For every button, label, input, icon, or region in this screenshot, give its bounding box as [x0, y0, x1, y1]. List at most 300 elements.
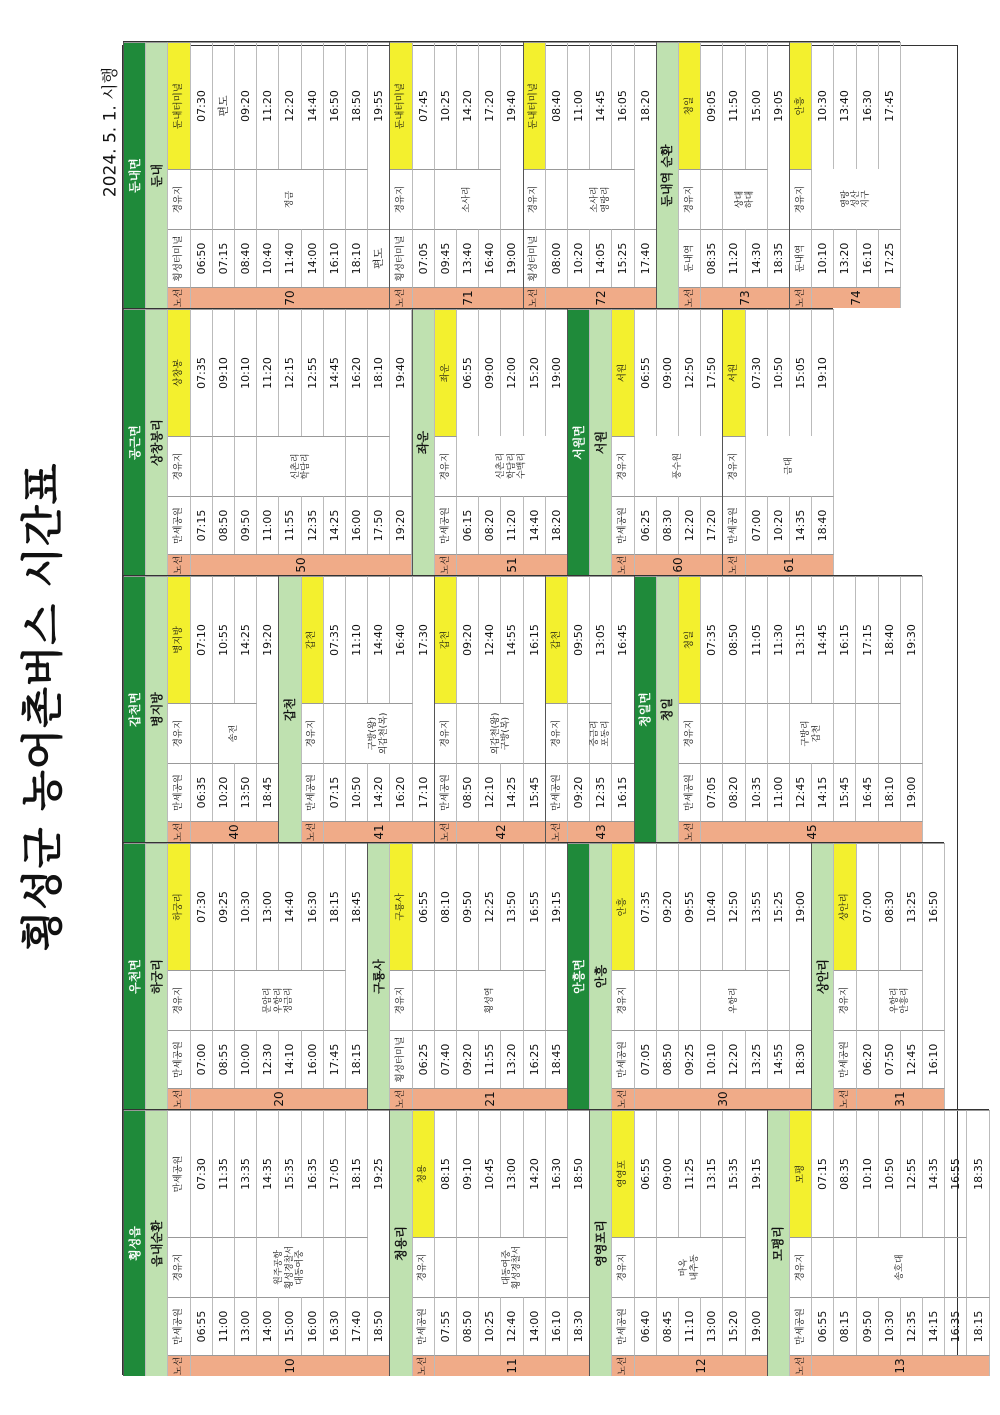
- column-header: 경유지: [612, 1237, 634, 1297]
- route-number: 10: [191, 1355, 391, 1376]
- departure-time: 14:15: [812, 763, 834, 821]
- via-stop: 외갑천(왕): [490, 712, 501, 755]
- route-grid: [811, 843, 944, 1109]
- return-time: 17:45: [879, 42, 901, 169]
- return-time: 09:20: [457, 576, 479, 703]
- departure-time: 10:20: [768, 496, 790, 554]
- return-time: 16:15: [834, 576, 856, 703]
- via-empty: [546, 169, 568, 229]
- via-empty: [368, 436, 390, 496]
- via-empty: [768, 169, 790, 229]
- via-stop: 하대: [745, 190, 756, 209]
- via-empty: [191, 970, 213, 1030]
- via-empty: [856, 703, 878, 763]
- via-empty: [213, 1237, 235, 1297]
- departure-time: 10:20: [213, 763, 235, 821]
- return-time: 12:50: [723, 843, 745, 970]
- return-time: 10:45: [479, 1110, 501, 1237]
- departure-time: 07:40: [435, 1030, 457, 1088]
- via-empty: [457, 703, 479, 763]
- route-block-50: [123, 308, 412, 575]
- column-header: 만세공원: [435, 496, 457, 554]
- return-time: 07:30: [191, 1110, 213, 1237]
- return-time: 18:20: [635, 42, 657, 169]
- route-col-label: 노선: [168, 1088, 190, 1109]
- column-header: 영영포: [612, 1110, 634, 1237]
- column-header: 경유지: [524, 169, 546, 229]
- departure-time: 14:40: [524, 496, 546, 554]
- route-number: 42: [457, 821, 546, 842]
- route-grid: [789, 42, 900, 308]
- via-empty: [967, 1237, 989, 1297]
- via-empty: [501, 169, 523, 229]
- via-stops: [457, 436, 568, 496]
- column-header: 갑천: [435, 576, 457, 703]
- return-time: 09:20: [657, 843, 679, 970]
- via-empty: [390, 436, 412, 496]
- departure-time: 16:10: [324, 229, 346, 287]
- departure-time: 07:00: [746, 496, 768, 554]
- via-empty: [435, 1237, 457, 1297]
- column-header: 둔내터미널: [524, 42, 546, 169]
- via-stops: [657, 1237, 724, 1297]
- via-stop: 우항리: [890, 987, 901, 1014]
- via-stop: 송전: [229, 724, 240, 743]
- via-stops: [635, 436, 724, 496]
- column-header: 경유지: [612, 436, 634, 496]
- route-block-10: [123, 1109, 389, 1376]
- column-header: 만세공원: [168, 763, 190, 821]
- departure-time: 16:40: [479, 229, 501, 287]
- departure-time: 07:05: [413, 229, 435, 287]
- via-stop: 횡성경찰서: [284, 1245, 295, 1290]
- area-header: 둔내: [146, 42, 168, 308]
- via-stop: 포동리: [600, 720, 611, 747]
- departure-time: 07:15: [191, 496, 213, 554]
- column-header: 만세공원: [168, 1030, 190, 1088]
- route-grid: [656, 42, 789, 308]
- via-stop: 외갑천(복): [378, 712, 389, 755]
- via-empty: [768, 970, 790, 1030]
- via-empty: [834, 703, 856, 763]
- return-time: 12:40: [479, 576, 501, 703]
- via-stops: [568, 169, 635, 229]
- departure-time: 06:25: [635, 496, 657, 554]
- town-header: 횡성읍: [124, 1110, 146, 1376]
- via-empty: [213, 970, 235, 1030]
- via-stop: 대동여중: [501, 1250, 512, 1285]
- return-time: 13:00: [257, 843, 279, 970]
- area-header: 읍내순환: [146, 1110, 168, 1376]
- return-time: 19:30: [901, 576, 923, 703]
- departure-time: 07:05: [701, 763, 723, 821]
- return-time: 11:05: [746, 576, 768, 703]
- column-header: 상창봉: [168, 309, 190, 436]
- route-number: 61: [746, 554, 835, 575]
- return-time: 16:50: [324, 42, 346, 169]
- departure-time: 14:15: [923, 1297, 945, 1355]
- via-stops: [790, 703, 834, 763]
- return-time: 11:35: [213, 1110, 235, 1237]
- departure-time: 편도: [368, 229, 390, 287]
- column-header: 만세공원: [168, 1110, 190, 1237]
- departure-time: 17:50: [368, 496, 390, 554]
- departure-time: 08:20: [479, 496, 501, 554]
- return-time: 19:40: [501, 42, 523, 169]
- via-empty: [435, 970, 457, 1030]
- column-header: 상안리: [834, 843, 856, 970]
- column-header: 경유지: [546, 703, 568, 763]
- via-stop: 횡성경찰서: [511, 1245, 522, 1290]
- return-time: 07:35: [701, 576, 723, 703]
- via-stop: 구방리: [801, 720, 812, 747]
- return-time: 16:30: [302, 843, 324, 970]
- return-time: 14:25: [235, 576, 257, 703]
- column-header: 둔내터미널: [168, 42, 190, 169]
- return-time: 08:10: [435, 843, 457, 970]
- via-stop: 영랑리: [600, 186, 611, 213]
- route-grid: [123, 42, 389, 308]
- return-time: 14:35: [923, 1110, 945, 1237]
- departure-time: 11:40: [279, 229, 301, 287]
- return-time: 14:20: [457, 42, 479, 169]
- via-empty: [235, 169, 257, 229]
- return-time: 16:35: [302, 1110, 324, 1237]
- via-empty: [746, 1237, 768, 1297]
- return-time: 17:30: [413, 576, 435, 703]
- route-block-41: [278, 575, 433, 842]
- route-col-label: 노선: [390, 1088, 412, 1109]
- area-header: 병지방: [146, 576, 168, 842]
- column-header: 만세공원: [302, 763, 324, 821]
- column-header: 청일: [679, 576, 701, 703]
- via-empty: [546, 970, 568, 1030]
- town-header: 둔내면: [124, 42, 146, 308]
- departure-time: 14:30: [746, 229, 768, 287]
- return-time: 11:20: [257, 42, 279, 169]
- departure-time: 13:20: [834, 229, 856, 287]
- departure-time: 09:25: [679, 1030, 701, 1088]
- via-stops: [435, 169, 502, 229]
- route-col-label: 노선: [834, 1088, 856, 1109]
- departure-time: 16:00: [346, 496, 368, 554]
- return-time: 12:25: [479, 843, 501, 970]
- departure-time: 10:25: [479, 1297, 501, 1355]
- departure-time: 16:45: [856, 763, 878, 821]
- column-header: 만세공원: [546, 763, 568, 821]
- departure-time: 14:05: [590, 229, 612, 287]
- route-col-label: 노선: [790, 1355, 812, 1376]
- column-header: 만세공원: [834, 1030, 856, 1088]
- return-time: 10:25: [435, 42, 457, 169]
- departure-time: 08:20: [723, 763, 745, 821]
- departure-time: 12:35: [590, 763, 612, 821]
- via-stop: 소사리: [462, 186, 473, 213]
- route-col-label: 노선: [168, 287, 190, 308]
- town-header: 청일면: [635, 576, 657, 842]
- route-number: 40: [191, 821, 280, 842]
- area-header: 서원: [590, 309, 612, 575]
- return-time: 09:50: [457, 843, 479, 970]
- return-time: 09:55: [679, 843, 701, 970]
- via-stops: [479, 1237, 546, 1297]
- route-block-70: [123, 41, 389, 308]
- return-time: 10:30: [235, 843, 257, 970]
- area-header: 둔내역 순환: [657, 42, 679, 308]
- departure-time: 09:45: [435, 229, 457, 287]
- route-grid: [278, 576, 433, 842]
- return-time: 18:50: [346, 42, 368, 169]
- return-time: 07:45: [413, 42, 435, 169]
- via-stop: 학담리: [506, 452, 517, 480]
- departure-time: 16:00: [302, 1297, 324, 1355]
- departure-time: 10:35: [746, 763, 768, 821]
- via-empty: [879, 703, 901, 763]
- departure-time: 08:00: [546, 229, 568, 287]
- area-header: 모평리: [768, 1110, 790, 1376]
- route-grid: [123, 1110, 389, 1376]
- return-time: 09:20: [235, 42, 257, 169]
- via-empty: [568, 1237, 590, 1297]
- column-header: 만세공원: [435, 763, 457, 821]
- departure-time: 11:55: [479, 1030, 501, 1088]
- via-stop: 중금리: [590, 720, 601, 747]
- return-time: 19:40: [390, 309, 412, 436]
- return-time: 13:35: [235, 1110, 257, 1237]
- departure-time: 18:45: [546, 1030, 568, 1088]
- return-time: 12:50: [679, 309, 701, 436]
- via-empty: [235, 436, 257, 496]
- via-stops: [879, 970, 923, 1030]
- route-grid: [367, 843, 567, 1109]
- column-header: 경유지: [435, 436, 457, 496]
- column-header: 경유지: [168, 436, 190, 496]
- departure-time: 14:10: [279, 1030, 301, 1088]
- via-empty: [945, 1237, 967, 1297]
- departure-time: 16:00: [302, 1030, 324, 1088]
- via-empty: [635, 970, 657, 1030]
- departure-time: 08:40: [235, 229, 257, 287]
- via-stop: 원주공항: [274, 1250, 285, 1285]
- area-header: 갑천: [279, 576, 301, 842]
- return-time: 08:15: [435, 1110, 457, 1237]
- return-time: 10:55: [213, 576, 235, 703]
- via-empty: [213, 436, 235, 496]
- return-time: 17:05: [324, 1110, 346, 1237]
- column-header: 경유지: [390, 169, 412, 229]
- departure-time: 11:10: [679, 1297, 701, 1355]
- departure-time: 08:30: [657, 496, 679, 554]
- column-header: 만세공원: [168, 1297, 190, 1355]
- via-stop: 횡성역: [484, 987, 495, 1014]
- via-empty: [923, 970, 945, 1030]
- return-time: 09:00: [657, 1110, 679, 1237]
- via-stops: [479, 703, 523, 763]
- return-time: 11:50: [723, 42, 745, 169]
- departure-time: 18:15: [967, 1297, 989, 1355]
- column-header: 만세공원: [723, 496, 745, 554]
- return-time: 16:40: [390, 576, 412, 703]
- via-empty: [346, 436, 368, 496]
- departure-time: 11:00: [257, 496, 279, 554]
- route-col-label: 노선: [435, 554, 457, 575]
- departure-time: 06:50: [191, 229, 213, 287]
- via-stop: 수백리: [517, 452, 528, 480]
- departure-time: 13:40: [457, 229, 479, 287]
- departure-time: 19:00: [501, 229, 523, 287]
- departure-time: 18:35: [768, 229, 790, 287]
- column-header: 횡성터미널: [390, 1030, 412, 1088]
- column-header: 경유지: [302, 703, 324, 763]
- column-header: 경유지: [834, 970, 856, 1030]
- area-header: 상창봉리: [146, 309, 168, 575]
- route-number: 70: [191, 287, 391, 308]
- column-header: 횡성터미널: [390, 229, 412, 287]
- route-number: 21: [413, 1088, 568, 1109]
- departure-time: 13:20: [501, 1030, 523, 1088]
- route-number: 11: [435, 1355, 590, 1376]
- route-col-label: 노선: [413, 1355, 435, 1376]
- via-empty: [901, 703, 923, 763]
- departure-time: 16:10: [857, 229, 879, 287]
- timetable-grid: [123, 46, 985, 1376]
- route-block-11: [389, 1109, 589, 1376]
- column-header: 경유지: [168, 703, 190, 763]
- route-grid: [767, 1110, 989, 1376]
- return-time: 15:35: [723, 1110, 745, 1237]
- route-grid: [412, 309, 567, 575]
- via-empty: [768, 703, 790, 763]
- area-header: 안흥: [590, 843, 612, 1109]
- departure-time: 06:55: [191, 1297, 213, 1355]
- via-stop: 풍수원: [673, 452, 684, 480]
- via-empty: [191, 169, 213, 229]
- via-stop: 내추동: [689, 1254, 700, 1281]
- departure-time: 07:05: [635, 1030, 657, 1088]
- departure-time: 09:20: [568, 763, 590, 821]
- departure-time: 18:10: [879, 763, 901, 821]
- column-header: 병지방: [168, 576, 190, 703]
- route-col-label: 노선: [790, 287, 812, 308]
- column-header: 경유지: [390, 970, 412, 1030]
- departure-time: 06:20: [857, 1030, 879, 1088]
- return-time: 11:25: [679, 1110, 701, 1237]
- return-time: 16:15: [524, 576, 546, 703]
- return-time: 15:05: [790, 309, 812, 436]
- via-empty: [346, 970, 368, 1030]
- via-empty: [701, 169, 723, 229]
- return-time: 13:15: [701, 1110, 723, 1237]
- departure-time: 10:40: [257, 229, 279, 287]
- via-stops: [701, 970, 768, 1030]
- via-stop: 상대: [734, 190, 745, 209]
- column-header: 만세공원: [790, 1297, 812, 1355]
- return-time: 09:00: [479, 309, 501, 436]
- route-block-45: [634, 575, 923, 842]
- route-grid: [567, 843, 811, 1109]
- return-time: 07:35: [191, 309, 213, 436]
- via-empty: [235, 1237, 257, 1297]
- departure-time: 18:40: [812, 496, 834, 554]
- return-time: 09:10: [457, 1110, 479, 1237]
- return-time: 19:10: [812, 309, 834, 436]
- return-time: 10:10: [857, 1110, 879, 1237]
- return-time: 14:55: [501, 576, 523, 703]
- route-block-13: [767, 1109, 989, 1376]
- via-empty: [635, 1237, 657, 1297]
- departure-time: 14:25: [324, 496, 346, 554]
- column-header: 청용: [413, 1110, 435, 1237]
- column-header: 경유지: [168, 1237, 190, 1297]
- departure-time: 18:10: [346, 229, 368, 287]
- departure-time: 06:55: [812, 1297, 834, 1355]
- area-header: 좌운: [413, 309, 435, 575]
- return-time: 14:35: [257, 1110, 279, 1237]
- route-block-73: [656, 41, 789, 308]
- route-number: 50: [191, 554, 413, 575]
- return-time: 14:45: [590, 42, 612, 169]
- return-time: 14:45: [324, 309, 346, 436]
- return-time: 18:10: [368, 309, 390, 436]
- return-time: 14:40: [302, 42, 324, 169]
- via-empty: [368, 169, 390, 229]
- column-header: 둔내역: [679, 229, 701, 287]
- return-time: 09:50: [568, 576, 590, 703]
- via-stops: [346, 703, 413, 763]
- return-time: 17:20: [479, 42, 501, 169]
- column-header: 구룡사: [390, 843, 412, 970]
- return-time: 16:20: [346, 309, 368, 436]
- departure-time: 14:00: [524, 1297, 546, 1355]
- return-time: 12:20: [279, 42, 301, 169]
- return-time: 12:00: [501, 309, 523, 436]
- departure-time: 13:00: [701, 1297, 723, 1355]
- route-grid: [567, 309, 722, 575]
- departure-time: 06:35: [191, 763, 213, 821]
- return-time: 14:40: [368, 576, 390, 703]
- via-stop: 우항리: [273, 987, 284, 1014]
- departure-time: 15:25: [612, 229, 634, 287]
- return-time: 13:05: [590, 576, 612, 703]
- via-empty: [746, 703, 768, 763]
- via-stop: 신촌리: [496, 452, 507, 480]
- via-empty: [635, 169, 657, 229]
- via-stop: 소사리: [590, 186, 601, 213]
- departure-time: 12:10: [479, 763, 501, 821]
- return-time: 13:15: [790, 576, 812, 703]
- return-time: 14:20: [524, 1110, 546, 1237]
- departure-time: 12:40: [501, 1297, 523, 1355]
- via-stop: 구방(왕): [368, 716, 379, 751]
- departure-time: 13:50: [235, 763, 257, 821]
- town-header: 갑천면: [124, 576, 146, 842]
- column-header: 횡성터미널: [524, 229, 546, 287]
- route-col-label: 노선: [168, 821, 190, 842]
- return-time: 11:30: [768, 576, 790, 703]
- return-time: 07:15: [812, 1110, 834, 1237]
- via-stop: 정금: [284, 190, 295, 209]
- return-time: 11:10: [346, 576, 368, 703]
- effective-date: 2024. 5. 1. 시행: [100, 66, 121, 198]
- via-stop: 안흥리: [900, 987, 911, 1014]
- via-empty: [546, 1237, 568, 1297]
- departure-time: 13:00: [235, 1297, 257, 1355]
- area-header: 청용리: [390, 1110, 412, 1376]
- return-time: 08:30: [879, 843, 901, 970]
- departure-time: 09:20: [457, 1030, 479, 1088]
- area-header: 영영포리: [590, 1110, 612, 1376]
- departure-time: 11:20: [723, 229, 745, 287]
